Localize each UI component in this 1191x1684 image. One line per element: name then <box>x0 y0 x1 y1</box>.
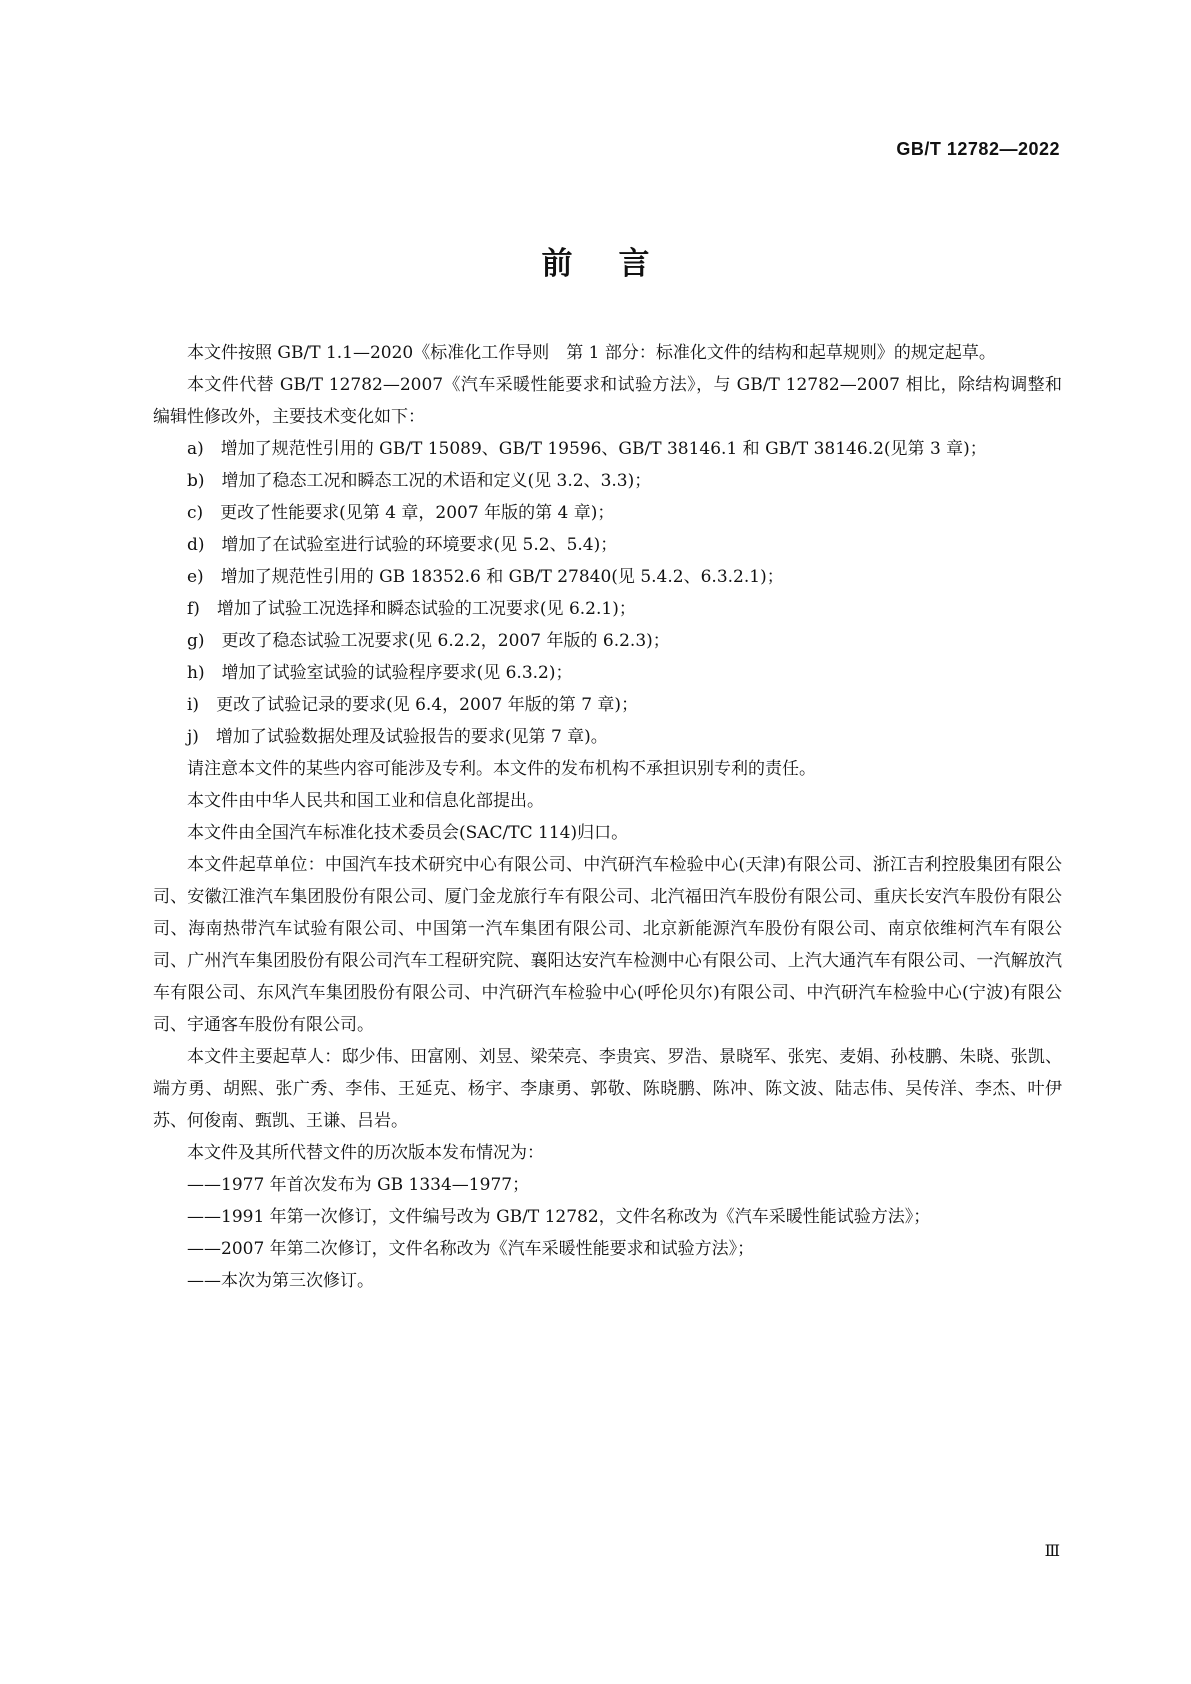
history-item-1977: ——1977 年首次发布为 GB 1334—1977； <box>187 1175 530 1195</box>
change-item-j: j) 增加了试验数据处理及试验报告的要求(见第 7 章)。 <box>187 727 608 747</box>
paragraph-replacement: 本文件代替 GB/T 12782—2007《汽车采暖性能要求和试验方法》，与 GB/T 12782—2007 相比，除结构调整和编辑性修改外，主要技术变化如下： <box>153 375 1062 427</box>
change-item-a: a) 增加了规范性引用的 GB/T 15089、GB/T 19596、GB/T 38146.1 和 GB/T 38146.2(见第 3 章)； <box>187 439 987 459</box>
change-item-e: e) 增加了规范性引用的 GB 18352.6 和 GB/T 27840(见 5.4.2、6.3.2.1)； <box>187 567 784 587</box>
change-item-h: h) 增加了试验室试验的试验程序要求(见 6.3.2)； <box>187 663 573 683</box>
history-intro: 本文件及其所代替文件的历次版本发布情况为： <box>187 1143 544 1163</box>
proposed-by: 本文件由中华人民共和国工业和信息化部提出。 <box>187 791 544 811</box>
change-item-g: g) 更改了稳态试验工况要求(见 6.2.2，2007 年版的 6.2.3)； <box>187 631 670 651</box>
main-drafters: 本文件主要起草人：邸少伟、田富刚、刘昱、梁荣亮、李贵宾、罗浩、景晓军、张宪、麦娟、孙枝鹏、朱晓、张凯、端方勇、胡熙、张广秀、李伟、王延克、杨宇、李康勇、郭敬、陈晓鹏、陈冲、陈文波、陆志伟、吴传洋、李杰、叶伊苏、何俊南、甄凯、王谦、吕岩。 <box>153 1047 1062 1131</box>
history-item-current: ——本次为第三次修订。 <box>187 1271 374 1291</box>
change-item-i: i) 更改了试验记录的要求(见 6.4，2007 年版的第 7 章)； <box>187 695 639 715</box>
standard-id: GB/T 12782—2022 <box>896 139 1060 159</box>
change-item-d: d) 增加了在试验室进行试验的环境要求(见 5.2、5.4)； <box>187 535 618 555</box>
centralized-by: 本文件由全国汽车标准化技术委员会(SAC/TC 114)归口。 <box>187 823 629 843</box>
history-item-1991: ——1991 年第一次修订，文件编号改为 GB/T 12782，文件名称改为《汽车采暖性能试验方法》； <box>187 1207 931 1227</box>
history-item-2007: ——2007 年第二次修订，文件名称改为《汽车采暖性能要求和试验方法》； <box>187 1239 755 1259</box>
preface-body <box>153 337 1062 1297</box>
patent-notice: 请注意本文件的某些内容可能涉及专利。本文件的发布机构不承担识别专利的责任。 <box>187 759 816 779</box>
change-item-f: f) 增加了试验工况选择和瞬态试验的工况要求(见 6.2.1)； <box>187 599 636 619</box>
change-item-b: b) 增加了稳态工况和瞬态工况的术语和定义(见 3.2、3.3)； <box>187 471 652 491</box>
drafting-units: 本文件起草单位：中国汽车技术研究中心有限公司、中汽研汽车检验中心(天津)有限公司、浙江吉利控股集团有限公司、安徽江淮汽车集团股份有限公司、厦门金龙旅行车有限公司、北汽福田汽车股份有限公司、重庆长安汽车股份有限公司、海南热带汽车试验有限公司、中国第一汽车集团有限公司、北京新能源汽车股份有限公司、南京依维柯汽车有限公司、广州汽车集团股份有限公司汽车工程研究院、襄阳达安汽车检测中心有限公司、上汽大通汽车有限公司、一汽解放汽车有限公司、东风汽车集团股份有限公司、中汽研汽车检验中心(呼伦贝尔)有限公司、中汽研汽车检验中心(宁波)有限公司、宇通客车股份有限公司。 <box>153 855 1062 1035</box>
change-item-c: c) 更改了性能要求(见第 4 章，2007 年版的第 4 章)； <box>187 503 615 523</box>
page-title: 前言 <box>541 246 696 282</box>
page-number: Ⅲ <box>1044 1541 1060 1560</box>
paragraph-drafting-rules: 本文件按照 GB/T 1.1—2020《标准化工作导则 第 1 部分：标准化文件的结构和起草规则》的规定起草。 <box>187 343 996 363</box>
